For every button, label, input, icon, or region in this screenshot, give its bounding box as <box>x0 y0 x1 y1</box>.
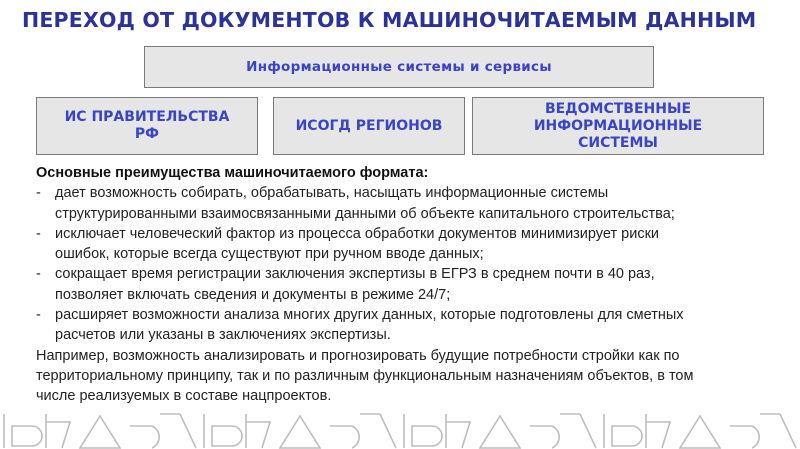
benefits-heading: Основные преимущества машиночитаемого формата: <box>36 165 429 181</box>
gov-is-label-line: ИС ПРАВИТЕЛЬСТВА <box>64 109 230 125</box>
example-line: числе реализуемых в составе нацпроектов. <box>36 388 332 405</box>
departmental-is-box <box>472 97 764 155</box>
dash-marker: - <box>36 307 41 324</box>
benefits-list <box>36 183 796 345</box>
gov-is-box <box>36 97 258 155</box>
list-item-line: ошибок, которые всегда существуют при ручном вводе данных; <box>55 246 484 263</box>
departmental-is-label-line: СИСТЕМЫ <box>578 134 658 151</box>
example-line: территориальному принципу, так и по различным функциональным назначениям объектов, в том <box>36 367 694 384</box>
isogd-label: ИСОГД РЕГИОНОВ <box>295 118 443 134</box>
list-item <box>36 224 796 265</box>
example-paragraph <box>36 346 796 407</box>
gov-is-label-line: РФ <box>134 126 160 142</box>
decorative-footer-pattern <box>0 412 800 449</box>
list-item-line: сокращает время регистрации заключения экспертизы в ЕГРЗ в среднем почти в 40 раз, <box>55 266 655 283</box>
list-item-line: дает возможность собирать, обрабатывать, насыщать информационные системы <box>55 185 609 202</box>
info-systems-box <box>144 46 654 88</box>
dash-marker: - <box>36 266 41 283</box>
list-item-line: исключает человеческий фактор из процесса обработки документов минимизирует риски <box>55 225 660 242</box>
dash-marker: - <box>36 185 41 202</box>
list-item <box>36 305 796 346</box>
benefits-section <box>36 163 796 407</box>
list-item <box>36 183 796 224</box>
list-item-line: позволяет включать сведения и документы в режиме 24/7; <box>55 286 451 303</box>
page-title: ПЕРЕХОД ОТ ДОКУМЕНТОВ К МАШИНОЧИТАЕМЫМ ДАННЫМ <box>22 8 757 32</box>
departmental-is-label-line: ВЕДОМСТВЕННЫЕ <box>544 100 692 117</box>
dash-marker: - <box>36 225 41 242</box>
isogd-box <box>273 97 465 155</box>
list-item <box>36 264 796 305</box>
info-systems-label: Информационные системы и сервисы <box>246 59 552 75</box>
list-item-line: структурированными взаимосвязанными данными об объекте капитального строительства; <box>55 205 675 222</box>
example-line: Например, возможность анализировать и прогнозировать будущие потребности стройки как по <box>36 347 680 364</box>
departmental-is-label-line: ИНФОРМАЦИОННЫЕ <box>533 117 703 134</box>
list-item-line: расширяет возможности анализа многих других данных, которые подготовлены для сметных <box>55 307 684 324</box>
list-item-line: расчетов или указаны в заключениях экспертизы. <box>55 327 391 344</box>
pattern-group <box>4 414 796 448</box>
